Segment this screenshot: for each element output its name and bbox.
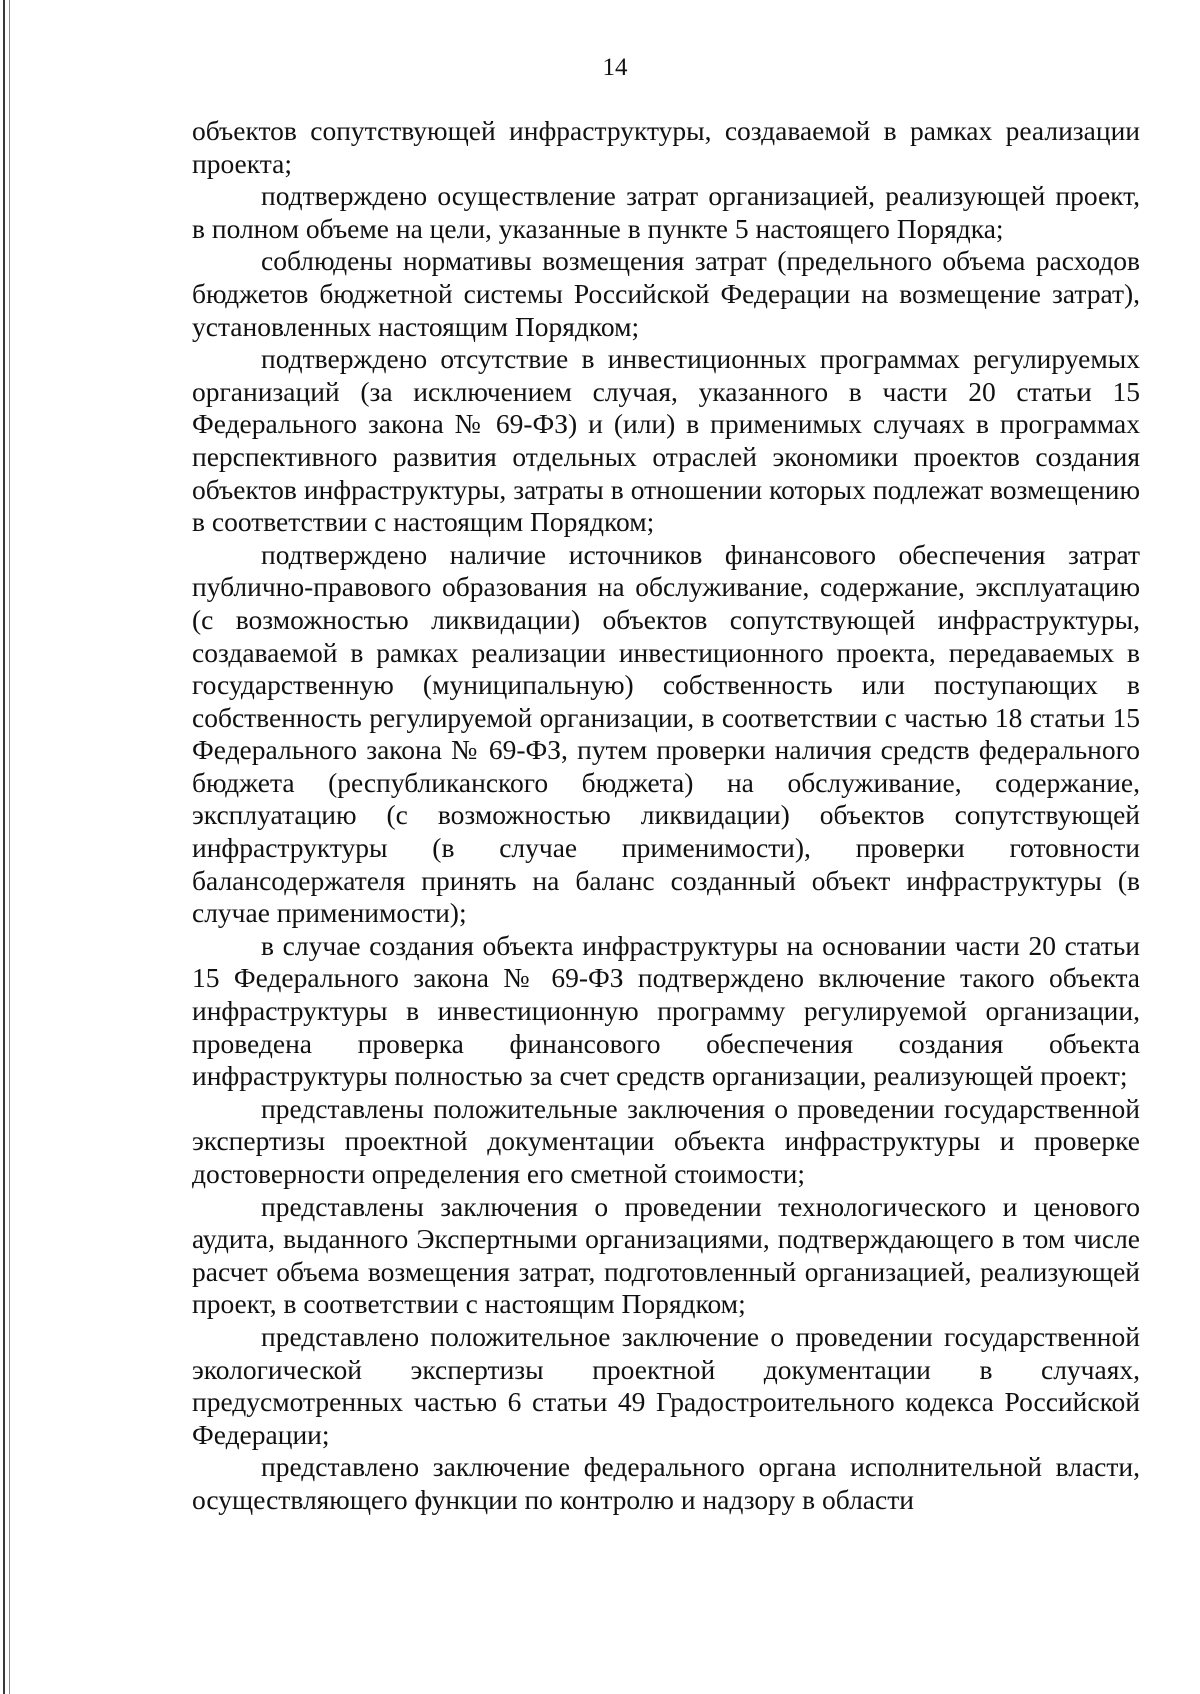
paragraph: представлено положительное заключение о проведении государственной экологической экспертизы проектной документации в случаях, предусмотренных частью 6 статьи 49 Градостроительного кодекса Российской Федерации; [192, 1320, 1140, 1450]
scan-edge-line-inner [9, 0, 10, 1694]
paragraph: подтверждено осуществление затрат организацией, реализующей проект, в полном объеме на цели, указанные в пункте 5 настоящего Порядка; [192, 180, 1140, 244]
scan-edge-line [3, 0, 5, 1694]
paragraph: представлено заключение федерального органа исполнительной власти, осуществляющего функции по контролю и надзору в области [192, 1451, 1140, 1515]
paragraph-continuation: объектов сопутствующей инфраструктуры, создаваемой в рамках реализации проекта; [192, 115, 1140, 179]
page-number: 14 [602, 54, 628, 81]
paragraph: представлены положительные заключения о проведении государственной экспертизы проектной документации объекта инфраструктуры и проверке достоверности определения его сметной стоимости; [192, 1092, 1140, 1189]
paragraph: соблюдены нормативы возмещения затрат (предельного объема расходов бюджетов бюджетной системы Российской Федерации на возмещение затрат), установленных настоящим Порядком; [192, 245, 1140, 342]
paragraph: подтверждено отсутствие в инвестиционных программах регулируемых организаций (за исключением случая, указанного в части 20 статьи 15 Федерального закона № 69-ФЗ) и (или) в применимых случаях в программах перспективного развития отдельных отраслей экономики проектов создания объектов инфраструктуры, затраты в отношении которых подлежат возмещению в соответствии с настоящим Порядком; [192, 343, 1140, 538]
paragraph: подтверждено наличие источников финансового обеспечения затрат публично-правового образования на обслуживание, содержание, эксплуатацию (с возможностью ликвидации) объектов сопутствующей инфраструктуры, создаваемой в рамках реализации инвестиционного проекта, передаваемых в государственную (муниципальную) собственность или поступающих в собственность регулируемой организации, в соответствии с частью 18 статьи 15 Федерального закона № 69-ФЗ, путем проверки наличия средств федерального бюджета (республиканского бюджета) на обслуживание, содержание, эксплуатацию (с возможностью ликвидации) объектов сопутствующей инфраструктуры (в случае применимости), проверки готовности балансодержателя принять на баланс созданный объект инфраструктуры (в случае применимости); [192, 538, 1140, 929]
paragraph: в случае создания объекта инфраструктуры на основании части 20 статьи 15 Федерального закона № 69-ФЗ подтверждено включение такого объекта инфраструктуры в инвестиционную программу регулируемой организации, проведена проверка финансового обеспечения создания объекта инфраструктуры полностью за счет средств организации, реализующей проект; [192, 929, 1140, 1092]
paragraph: представлены заключения о проведении технологического и ценового аудита, выданного Экспертными организациями, подтверждающего в том числе расчет объема возмещения затрат, подготовленный организацией, реализующей проект, в соответствии с настоящим Порядком; [192, 1190, 1140, 1320]
document-body [192, 115, 1140, 1517]
